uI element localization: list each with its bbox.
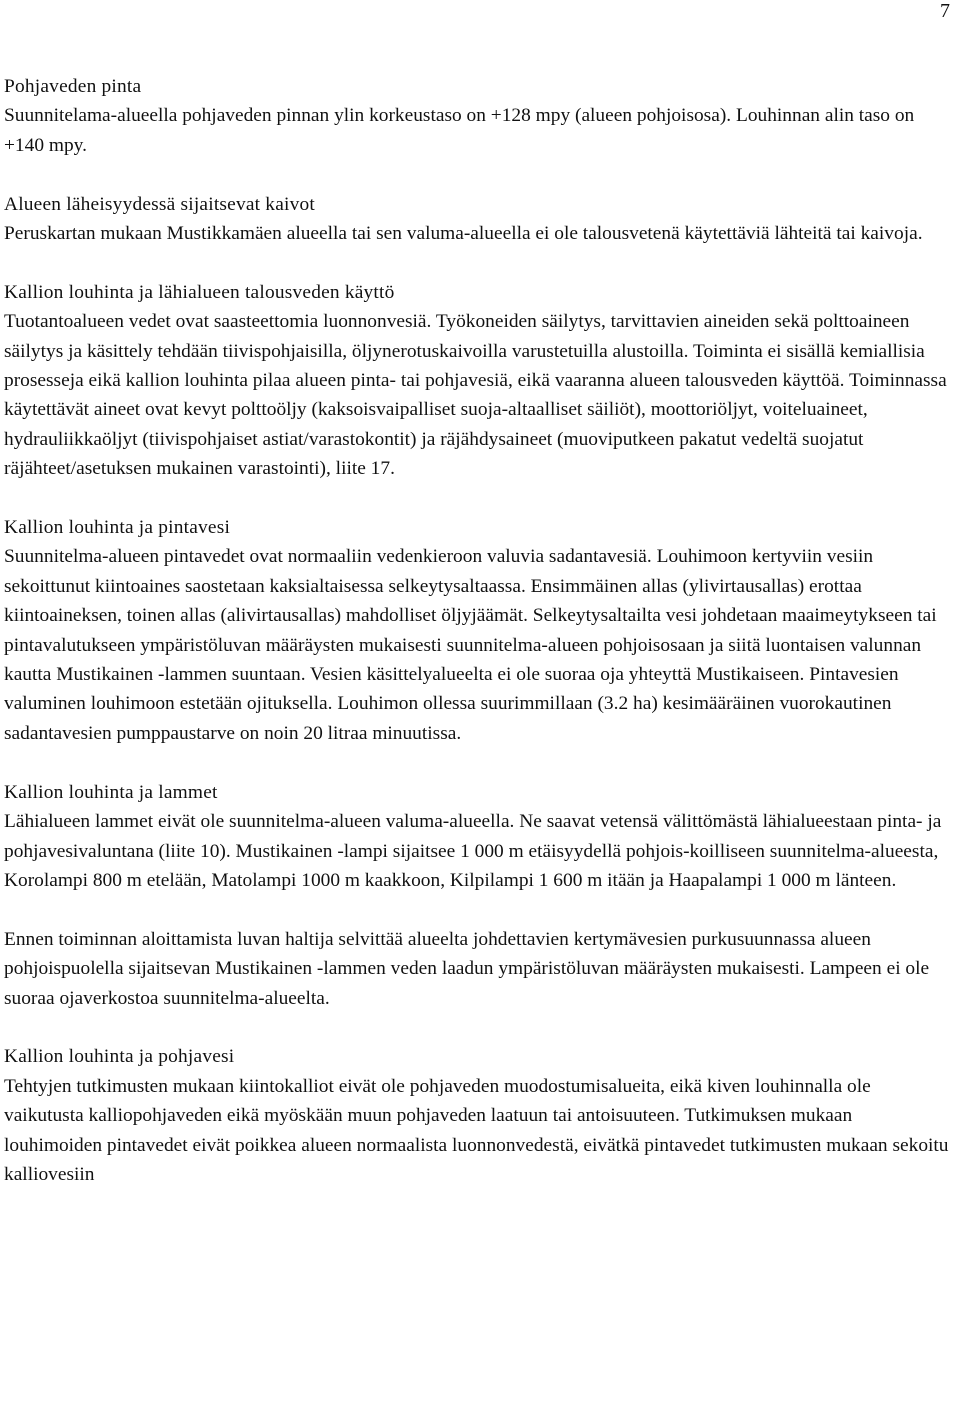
section-paragraph: Ennen toiminnan aloittamista luvan haltija selvittää alueelta johdettavien kertymävesien purkusuunnassa alueen pohjoispuolella sijaitsevan Mustikainen -lammen veden laadun ympäristöluvan määräysten mukaisesti. Lampeen ei ole suoraa ojaverkostoa suunnitelma-alueelta.	[4, 928, 930, 1009]
section-heading: Alueen läheisyydessä sijaitsevat kaivot	[4, 193, 315, 215]
section-quarrying-and-groundwater	[4, 1042, 952, 1189]
page-number: 7	[940, 0, 950, 22]
section-quarrying-and-surface-water	[4, 513, 952, 748]
section-pond-water-quality	[4, 925, 952, 1013]
section-heading: Kallion louhinta ja lammet	[4, 781, 218, 803]
section-heading: Kallion louhinta ja pintavesi	[4, 517, 231, 539]
section-groundwater-level	[4, 72, 952, 160]
section-quarrying-and-ponds	[4, 778, 952, 896]
section-paragraph: Suunnitelma-alueen pintavedet ovat normaaliin vedenkieroon valuvia sadantavesiä. Louhimoon kertyviin vesiin sekoittunut kiintoaines saostetaan kaksialtaisessa selkeytysaltaassa. Ensimmäinen allas (ylivirtausallas) erottaa kiintoaineksen, toinen allas (alivirtausallas) mahdolliset öljyjäämät. Selkeytysaltailta vesi johdetaan maaimeytykseen tai pintavalutukseen ympäristöluvan määräysten mukaisesti suunnitelma-alueen pohjoisosaan ja siitä luontaisen valunnan kautta Mustikainen -lammen suuntaan. Vesien käsittelyalueelta ei ole suoraa oja yhteyttä Mustikaiseen. Pintavesien valuminen louhimoon estetään ojituksella. Louhimon ollessa suurimmillaan (3.2 ha) kesimääräinen vuorokautinen sadantavesien pumppaustarve on noin 20 litraa minuutissa.	[4, 546, 937, 744]
section-paragraph: Tehtyjen tutkimusten mukaan kiintokalliot eivät ole pohjaveden muodostumisalueita, eikä kiven louhinnalla ole vaikutusta kalliopohjaveden eikä myöskään muun pohjaveden laatuun tai antoisuuteen. Tutkimuksen mukaan louhimoiden pintavedet eivät poikkea alueen normaalista luonnonvedestä, eivätkä pintavedet tutkimusten mukaan sekoitu kalliovesiin	[4, 1075, 949, 1185]
section-quarrying-and-household-water	[4, 278, 952, 484]
section-heading: Kallion louhinta ja lähialueen talousveden käyttö	[4, 281, 395, 303]
section-heading: Kallion louhinta ja pohjavesi	[4, 1046, 235, 1068]
section-nearby-wells	[4, 190, 952, 249]
document-body	[4, 72, 952, 1219]
section-heading: Pohjaveden pinta	[4, 76, 142, 97]
section-paragraph: Tuotantoalueen vedet ovat saasteettomia luonnonvesiä. Työkoneiden säilytys, tarvittavien aineiden sekä polttoaineen säilytys ja käsittely tehdään tiivispohjaisilla, öljynerotuskaivoilla varustetuilla alustoilla. Toiminta ei sisällä kemiallisia prosesseja eikä kallion louhinta pilaa alueen pinta- tai pohjavesiä, eikä vaaranna alueen talousveden käyttöä. Toiminnassa käytettävät aineet ovat kevyt polttoöljy (kaksoisvaipalliset suoja-altaalliset säiliöt), moottoriöljyt, voiteluaineet, hydrauliikkaöljyt (tiivispohjaiset astiat/varastokontit) ja räjähdysaineet (muoviputkeen pakatut vedeltä suojatut räjähteet/asetuksen mukainen varastointi), liite 17.	[4, 311, 947, 480]
section-paragraph: Lähialueen lammet eivät ole suunnitelma-alueen valuma-alueella. Ne saavat vetensä välittömästä lähialueestaan pinta- ja pohjavesivaluntana (liite 10). Mustikainen -lampi sijaitsee 1 000 m etäisyydellä pohjois-koilliseen suunnitelma-alueesta, Korolampi 800 m etelään, Matolampi 1000 m kaakkoon, Kilpilampi 1 600 m itään ja Haapalampi 1 000 m länteen.	[4, 811, 942, 891]
section-paragraph: Peruskartan mukaan Mustikkamäen alueella tai sen valuma-alueella ei ole talousvetenä käytettäviä lähteitä tai kaivoja.	[4, 223, 923, 245]
section-paragraph: Suunnitelama-alueella pohjaveden pinnan ylin korkeustaso on +128 mpy (alueen pohjoisosa). Louhinnan alin taso on +140 mpy.	[4, 105, 915, 156]
